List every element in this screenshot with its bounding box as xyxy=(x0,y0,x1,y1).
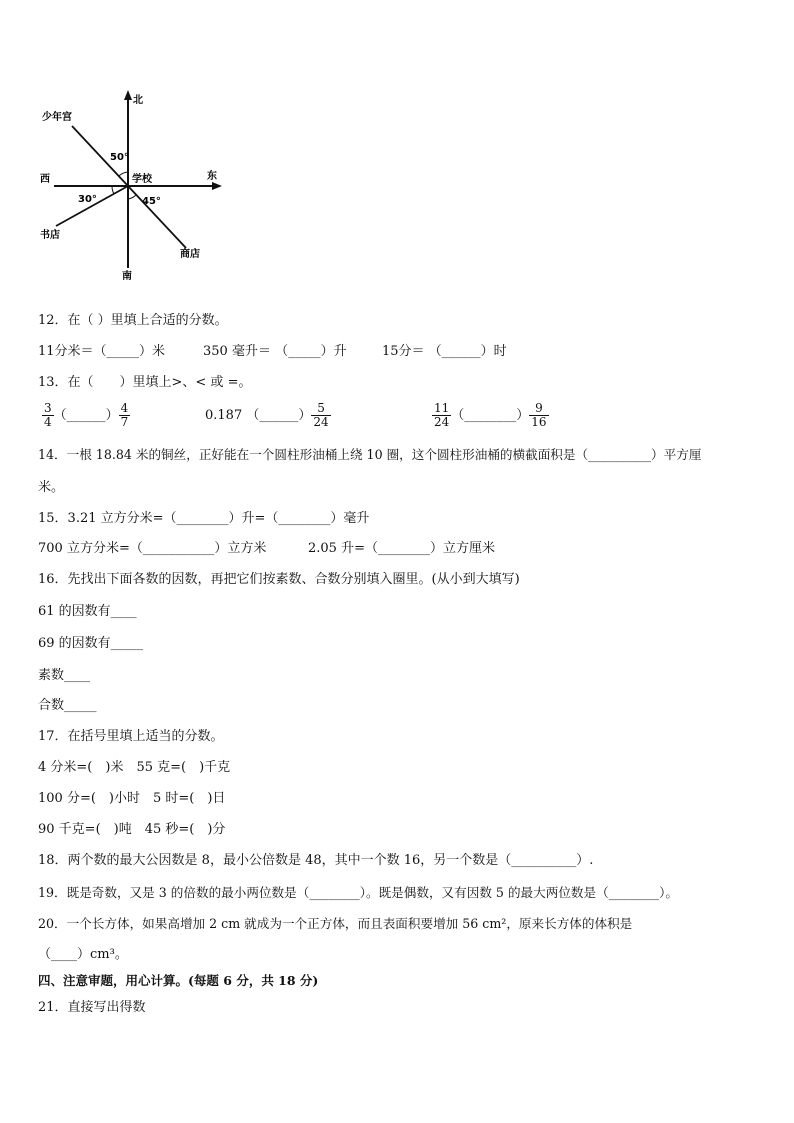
q16-title: 16．先找出下面各数的因数，再把它们按素数、合数分别填入圈里。(从小到大填写) xyxy=(38,572,520,587)
q13-item-c xyxy=(432,402,549,429)
q13-item-a xyxy=(42,402,130,429)
label-north: 北 xyxy=(133,95,143,106)
fraction-9-16: $\frac{9}{16}$ xyxy=(531,401,547,429)
q13-blank-b: （______） xyxy=(246,408,312,423)
label-east: 东 xyxy=(207,171,217,182)
label-youth-palace: 少年宫 xyxy=(42,112,72,123)
q15-line2b: 2.05 升=（________）立方厘米 xyxy=(308,541,495,556)
q16-item-d: 合数_____ xyxy=(38,698,97,713)
fraction-11-24: $\frac{11}{24}$ xyxy=(434,401,450,429)
q17-item-a: 4 分米=( )米 55 克=( )千克 xyxy=(38,760,231,775)
direction-diagram xyxy=(36,86,236,286)
q16-item-b: 69 的因数有_____ xyxy=(38,636,144,651)
fraction-4-7: $\frac{4}{7}$ xyxy=(120,401,129,429)
q17-item-b: 100 分=( )小时 5 时=( )日 xyxy=(38,791,226,806)
label-angle-30: 30° xyxy=(78,194,97,205)
q18-text: 18．两个数的最大公因数是 8，最小公倍数是 48，其中一个数 16，另一个数是（__________）. xyxy=(38,853,594,868)
fraction-3-4: $\frac{3}{4}$ xyxy=(44,401,52,429)
q17-item-c: 90 千克=( )吨 45 秒=( )分 xyxy=(38,822,226,837)
q13-title: 13．在（ ）里填上>、< 或 =。 xyxy=(38,375,252,390)
label-shop: 商店 xyxy=(180,249,200,260)
label-bookstore: 书店 xyxy=(40,230,60,241)
label-south: 南 xyxy=(122,271,132,282)
q16-item-a: 61 的因数有____ xyxy=(38,604,137,619)
q17-title: 17．在括号里填上适当的分数。 xyxy=(38,729,224,744)
q14-line1: 14．一根 18.84 米的铜丝，正好能在一个圆柱形油桶上绕 10 圈，这个圆柱形油桶的横截面积是（__________）平方厘 xyxy=(38,447,702,462)
q13-blank-c: （________） xyxy=(451,408,530,423)
q14-line2: 米。 xyxy=(38,480,65,495)
q12-title: 12．在（ ）里填上合适的分数。 xyxy=(38,313,228,328)
angle-arc-30 xyxy=(112,186,114,194)
q15-line2a: 700 立方分米=（___________）立方米 xyxy=(38,541,267,556)
q13-item-b xyxy=(205,402,331,429)
q21-text: 21．直接写出得数 xyxy=(38,1000,146,1015)
q12-item-c: 15分＝ （______）时 xyxy=(382,344,507,359)
decimal-value: 0.187 xyxy=(205,408,243,423)
label-angle-50: 50° xyxy=(110,152,129,163)
fraction-5-24: $\frac{5}{24}$ xyxy=(313,401,329,429)
bookstore-line xyxy=(56,186,128,226)
q13-blank-a: （______） xyxy=(53,408,119,423)
q19-text: 19．既是奇数，又是 3 的倍数的最小两位数是（________）。既是偶数，又有因数 5 的最大两位数是（________）。 xyxy=(38,885,678,900)
label-west: 西 xyxy=(40,174,50,185)
angle-arc-45 xyxy=(128,195,136,199)
q12-item-a: 11分米＝（_____）米 xyxy=(38,344,166,359)
north-arrow-icon xyxy=(124,90,132,100)
q20-line2: （____）cm³。 xyxy=(38,947,128,962)
label-angle-45: 45° xyxy=(142,196,161,207)
section-4-heading: 四、注意审题，用心计算。(每题 6 分，共 18 分) xyxy=(38,973,319,988)
q12-item-b: 350 毫升＝ （_____）升 xyxy=(203,344,347,359)
label-school: 学校 xyxy=(132,174,152,185)
q15-line1: 15．3.21 立方分米=（________）升=（________）毫升 xyxy=(38,511,370,526)
q16-item-c: 素数____ xyxy=(38,668,91,683)
angle-arc-50 xyxy=(119,172,128,176)
q20-line1: 20．一个长方体，如果高增加 2 cm 就成为一个正方体，而且表面积要增加 56 cm²，原来长方体的体积是 xyxy=(38,916,633,931)
east-arrow-icon xyxy=(212,182,222,190)
